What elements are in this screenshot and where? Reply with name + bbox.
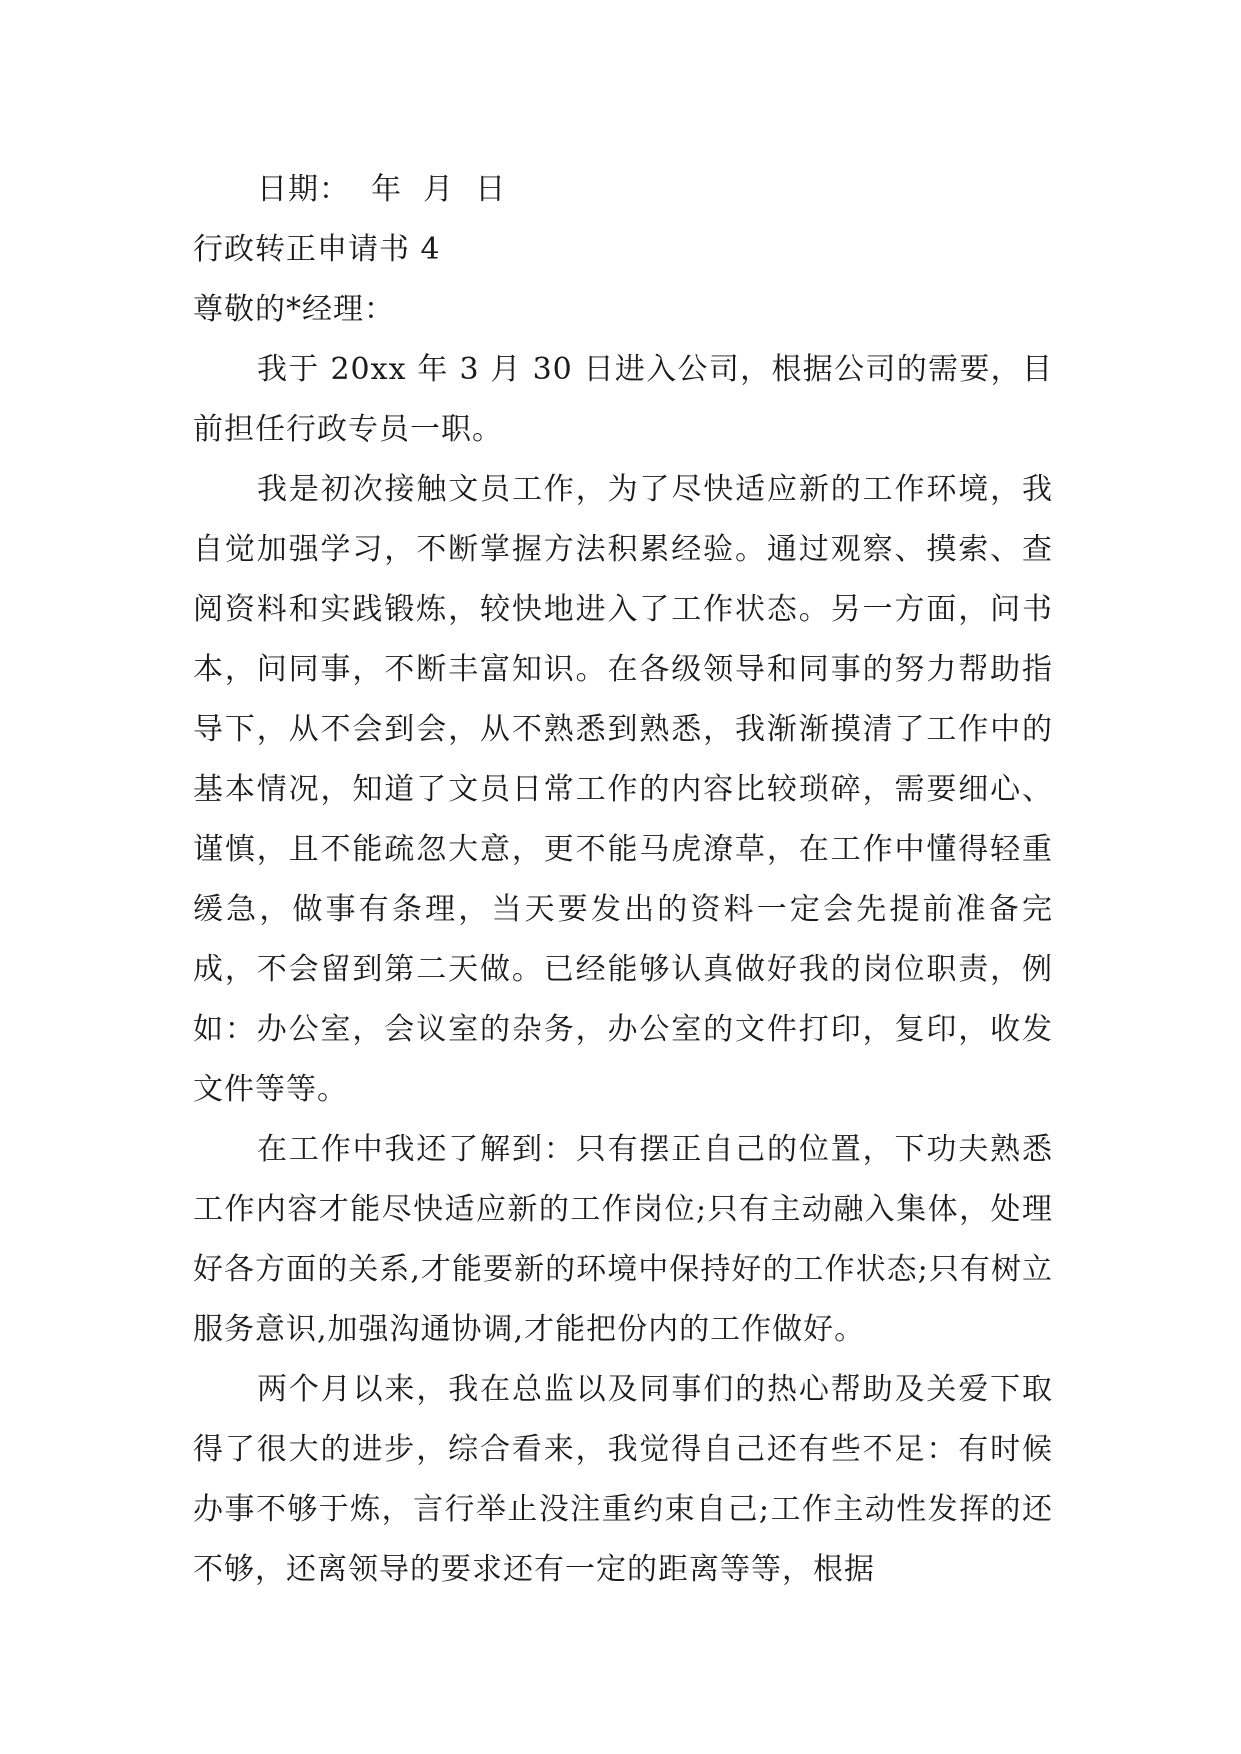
document-body [193, 160, 1053, 1600]
salutation: 尊敬的*经理： [193, 292, 395, 327]
document-title: 行政转正申请书 4 [193, 232, 441, 267]
paragraph-1: 我于 20xx 年 3 月 30 日进入公司，根据公司的需要，目前担任行政专员一职。 [193, 352, 1053, 447]
paragraph-4: 两个月以来，我在总监以及同事们的热心帮助及关爱下取得了很大的进步，综合看来，我觉得自己还有些不足：有时候办事不够于炼，言行举止没注重约束自己;工作主动性发挥的还不够，还离领导的要求还有一定的距离等等，根据 [193, 1372, 1053, 1587]
paragraph-3: 在工作中我还了解到：只有摆正自己的位置，下功夫熟悉工作内容才能尽快适应新的工作岗位;只有主动融入集体，处理好各方面的关系,才能要新的环境中保持好的工作状态;只有树立服务意识,加强沟通协调,才能把份内的工作做好。 [193, 1132, 1053, 1347]
paragraph-2: 我是初次接触文员工作，为了尽快适应新的工作环境，我自觉加强学习，不断掌握方法积累经验。通过观察、摸索、查阅资料和实践锻炼，较快地进入了工作状态。另一方面，问书本，问同事，不断丰富知识。在各级领导和同事的努力帮助指导下，从不会到会，从不熟悉到熟悉，我渐渐摸清了工作中的基本情况，知道了文员日常工作的内容比较琐碎，需要细心、谨慎，且不能疏忽大意，更不能马虎潦草，在工作中懂得轻重缓急，做事有条理，当天要发出的资料一定会先提前准备完成，不会留到第二天做。已经能够认真做好我的岗位职责，例如：办公室，会议室的杂务，办公室的文件打印，复印，收发文件等等。 [193, 472, 1053, 1107]
date-line: 日期： 年 月 日 [257, 172, 507, 207]
